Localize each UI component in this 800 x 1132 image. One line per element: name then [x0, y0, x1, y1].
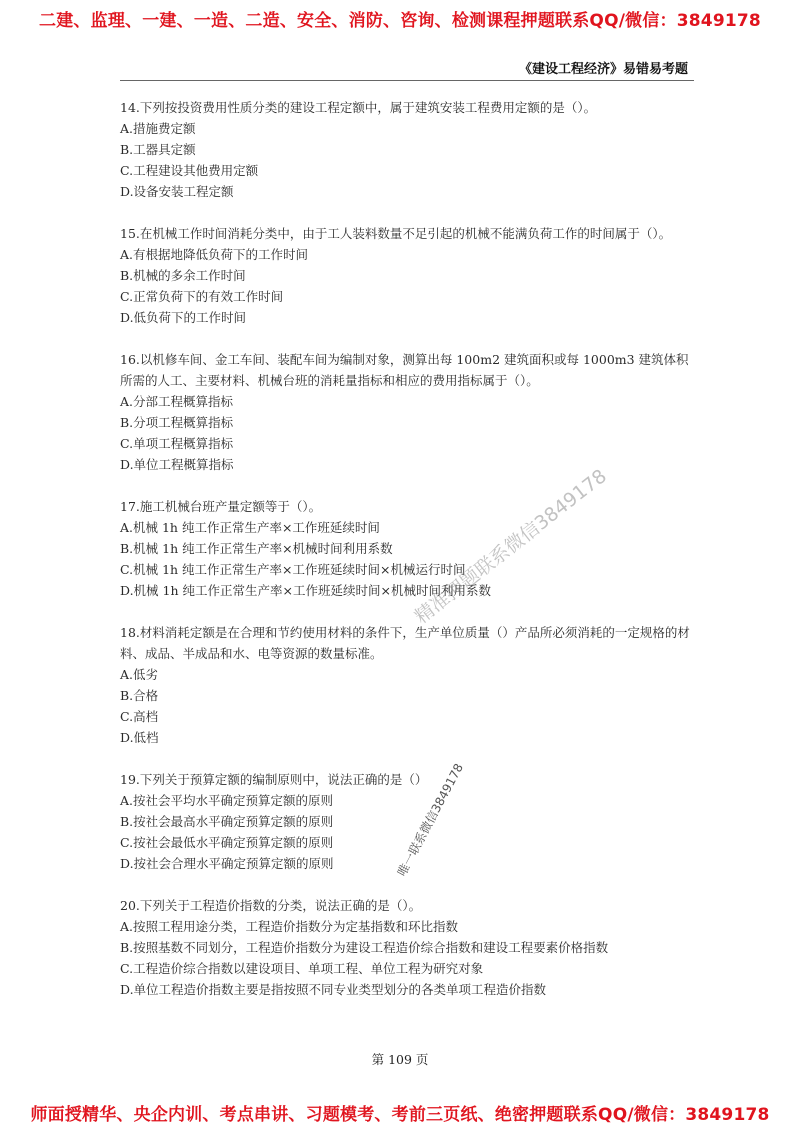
option-c: C.单项工程概算指标	[120, 436, 234, 451]
option-b: B.按社会最高水平确定预算定额的原则	[120, 814, 334, 829]
option-d: D.低负荷下的工作时间	[120, 310, 247, 325]
question-stem: 17.施工机械台班产量定额等于（）。	[120, 499, 322, 514]
question-stem: 16.以机修车间、金工车间、装配车间为编制对象，测算出每 100m2 建筑面积或每 1000m3 建筑体积所需的人工、主要材料、机械台班的消耗量指标和相应的费用指标属于（）。	[120, 352, 689, 388]
option-a: A.按照工程用途分类，工程造价指数分为定基指数和环比指数	[120, 919, 459, 934]
question-17	[120, 496, 700, 601]
option-b: B.合格	[120, 688, 159, 703]
option-c: C.高档	[120, 709, 159, 724]
document-title: 《建设工程经济》易错易考题	[518, 62, 688, 77]
question-15	[120, 223, 700, 328]
question-stem: 18.材料消耗定额是在合理和节约使用材料的条件下，生产单位质量（）产品所必须消耗的一定规格的材料、成品、半成品和水、电等资源的数量标准。	[120, 625, 690, 661]
question-stem: 14.下列按投资费用性质分类的建设工程定额中，属于建筑安装工程费用定额的是（）。	[120, 100, 597, 115]
question-16	[120, 349, 700, 475]
option-d: D.单位工程概算指标	[120, 457, 234, 472]
option-a: A.有根据地降低负荷下的工作时间	[120, 247, 309, 262]
page-number: 第 109 页	[371, 1052, 429, 1067]
question-list	[120, 97, 700, 1021]
question-stem: 19.下列关于预算定额的编制原则中，说法正确的是（）	[120, 772, 428, 787]
option-a: A.按社会平均水平确定预算定额的原则	[120, 793, 334, 808]
question-20	[120, 895, 700, 1000]
option-a: A.机械 1h 纯工作正常生产率×工作班延续时间	[120, 520, 380, 535]
question-stem: 15.在机械工作时间消耗分类中，由于工人装料数量不足引起的机械不能满负荷工作的时间属于（）。	[120, 226, 672, 241]
question-stem: 20.下列关于工程造价指数的分类，说法正确的是（）。	[120, 898, 422, 913]
option-b: B.工器具定额	[120, 142, 196, 157]
option-d: D.按社会合理水平确定预算定额的原则	[120, 856, 334, 871]
option-d: D.机械 1h 纯工作正常生产率×工作班延续时间×机械时间利用系数	[120, 583, 491, 598]
option-c: C.工程建设其他费用定额	[120, 163, 259, 178]
option-d: D.单位工程造价指数主要是指按照不同专业类型划分的各类单项工程造价指数	[120, 982, 547, 997]
option-b: B.机械 1h 纯工作正常生产率×机械时间利用系数	[120, 541, 393, 556]
option-c: C.工程造价综合指数以建设项目、单项工程、单位工程为研究对象	[120, 961, 484, 976]
watermark-contact: 唯一联系微信3849178	[394, 761, 467, 879]
watermark-precise: 精准押题联系微信3849178	[410, 465, 611, 629]
option-d: D.设备安装工程定额	[120, 184, 234, 199]
option-c: C.机械 1h 纯工作正常生产率×工作班延续时间×机械运行时间	[120, 562, 466, 577]
question-14	[120, 97, 700, 202]
option-c: C.正常负荷下的有效工作时间	[120, 289, 284, 304]
header-divider	[120, 80, 694, 81]
question-18	[120, 622, 700, 748]
bottom-contact-banner: 师面授精华、央企内训、考点串讲、习题模考、考前三页纸、绝密押题联系QQ/微信：3849178	[30, 1105, 770, 1125]
option-b: B.机械的多余工作时间	[120, 268, 246, 283]
option-a: A.分部工程概算指标	[120, 394, 234, 409]
option-a: A.低劣	[120, 667, 159, 682]
option-b: B.按照基数不同划分，工程造价指数分为建设工程造价综合指数和建设工程要素价格指数	[120, 940, 609, 955]
option-c: C.按社会最低水平确定预算定额的原则	[120, 835, 334, 850]
top-contact-banner: 二建、监理、一建、一造、二造、安全、消防、咨询、检测课程押题联系QQ/微信：3849178	[39, 11, 761, 31]
option-b: B.分项工程概算指标	[120, 415, 234, 430]
option-d: D.低档	[120, 730, 159, 745]
option-a: A.措施费定额	[120, 121, 196, 136]
